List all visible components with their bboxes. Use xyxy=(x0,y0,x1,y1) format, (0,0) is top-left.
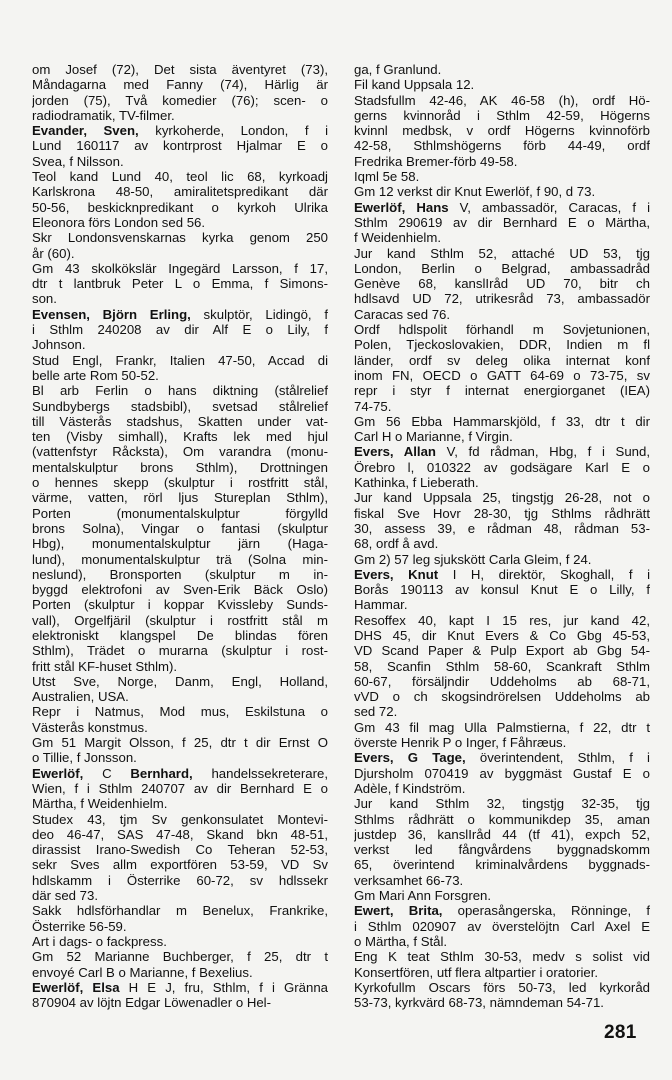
entry-name: Ewerlöf, Hans xyxy=(354,199,449,215)
entry-heading-line xyxy=(354,903,650,918)
line-text: o Tillie, f Jonsson. xyxy=(32,750,137,766)
text-line xyxy=(32,552,328,567)
line-text: Teol kand Lund 40, teol lic 68, kyrkoadj xyxy=(32,169,328,185)
text-line xyxy=(354,337,650,352)
line-text: brons Solna), Vingar o fantasi (skulptur xyxy=(32,520,328,536)
entry-heading-line xyxy=(354,200,650,215)
line-text: jorden (75), Två komedier (76); scen- o xyxy=(32,92,328,108)
text-line xyxy=(32,812,328,827)
text-line xyxy=(354,873,650,888)
entry-heading-line xyxy=(32,123,328,138)
line-text: 870904 av löjtn Edgar Löwenadler o Hel- xyxy=(32,995,271,1011)
line-text: Konsertfören, utf flera altpartier i oratorier. xyxy=(354,964,599,980)
text-line xyxy=(354,720,650,735)
text-line xyxy=(354,674,650,689)
line-text: Gm 51 Margit Olsson, f 25, dtr t dir Ernst O xyxy=(32,735,328,751)
text-line xyxy=(32,368,328,383)
text-line xyxy=(354,980,650,995)
text-line xyxy=(32,460,328,475)
entry-heading-line xyxy=(354,567,650,582)
text-line xyxy=(354,108,650,123)
line-text: Eleonora förs London sed 56. xyxy=(32,214,206,230)
line-text: värme, vatten, rörl ljus Stureplan Sthlm), xyxy=(32,490,328,506)
text-line xyxy=(32,704,328,719)
line-text: lund), monumentalskulptur trä (Solna min- xyxy=(32,551,328,567)
line-text: 30, assess 39, e rådman 48, rådman 53- xyxy=(354,520,650,536)
line-text: 74-75. xyxy=(354,398,392,414)
line-text: verksamhet 66-73. xyxy=(354,872,464,888)
line-text: Jur kand Sthlm 32, tingstjg 32-35, tjg xyxy=(354,796,650,812)
line-text: elektroniskt klangspel De blindas fören xyxy=(32,627,328,643)
line-text: skulptör, Lidingö, f xyxy=(190,306,328,322)
text-line xyxy=(32,857,328,872)
text-line xyxy=(354,154,650,169)
line-text: Sundbybergs stadsbibl), svetsad stålrelief xyxy=(32,398,328,414)
text-line xyxy=(354,857,650,872)
line-text: inom FN, OECD o GATT 64-69 o 73-75, sv xyxy=(354,367,650,383)
line-text: 50-56, beskicknpredikant o kyrkoh Ulrika xyxy=(32,199,328,215)
line-text: Adèle, f Kindström. xyxy=(354,780,466,796)
left-column xyxy=(32,62,328,1010)
text-line xyxy=(354,704,650,719)
text-line xyxy=(32,536,328,551)
line-text: Gm 12 verkst dir Knut Ewerlöf, f 90, d 73. xyxy=(354,184,596,200)
line-text: f Weidenhielm. xyxy=(354,230,441,246)
text-line xyxy=(354,643,650,658)
line-text: om Josef (72), Det sista äventyret (73), xyxy=(32,62,328,77)
line-text: fiskal Sve Hovr 28-30, tjg Sthlms rådhrätt xyxy=(354,505,650,521)
text-line xyxy=(32,62,328,77)
line-text: son. xyxy=(32,291,57,307)
entry-heading-line xyxy=(354,444,650,459)
text-line xyxy=(354,552,650,567)
text-line xyxy=(32,582,328,597)
text-line xyxy=(32,720,328,735)
text-line xyxy=(32,506,328,521)
line-text: Gm Mari Ann Forsgren. xyxy=(354,888,492,904)
entry-description: handelssekreterare, xyxy=(192,765,328,781)
line-text: där sed 73. xyxy=(32,888,98,904)
text-line xyxy=(354,261,650,276)
text-line xyxy=(354,796,650,811)
text-line xyxy=(32,276,328,291)
text-line xyxy=(354,291,650,306)
line-text: Fredrika Bremer-förb 49-58. xyxy=(354,153,518,169)
line-text: Art i dags- o fackpress. xyxy=(32,933,167,949)
line-text: Måndagarna med Fanny (74), Härlig är xyxy=(32,77,328,93)
line-text: VD Scand Paper & Pulp Export ab Gbg 54- xyxy=(354,643,650,659)
text-line xyxy=(32,735,328,750)
line-text: neslund), Bronsporten (skulptur m in- xyxy=(32,566,328,582)
text-line xyxy=(32,429,328,444)
line-text: dtr t lantbruk Peter L o Emma, f Simons- xyxy=(32,276,328,292)
text-line xyxy=(32,291,328,306)
line-text: Porten (monumentalskulptur förgylld xyxy=(32,505,328,521)
text-line xyxy=(354,812,650,827)
line-text: Gm 43 fil mag Ulla Palmstierna, f 22, dtr t xyxy=(354,719,650,735)
line-text: Örebro l, 010322 av godsägare Karl E o xyxy=(354,459,650,475)
text-line xyxy=(354,123,650,138)
line-text: I H, direktör, Skoghall, f i xyxy=(438,566,650,582)
text-line xyxy=(354,582,650,597)
line-text: o hennes skepp (skulptur i rostfritt stål, xyxy=(32,475,328,491)
line-text: Sthlm 290619 av dir Bernhard E o Märtha, xyxy=(354,214,650,230)
text-line xyxy=(32,521,328,536)
line-text: 60-67, försäljndir Uddeholms ab 68-71, xyxy=(354,673,650,689)
line-text: Lund 160117 av kontrprost Hjalmar E o xyxy=(32,138,328,154)
line-text: Kathinka, f Lieberath. xyxy=(354,475,479,491)
text-line xyxy=(354,827,650,842)
text-line xyxy=(354,628,650,643)
text-line xyxy=(32,77,328,92)
line-text: Svea, f Nilsson. xyxy=(32,153,124,169)
text-line xyxy=(354,368,650,383)
entry-name: Ewerlöf, xyxy=(32,765,103,781)
text-line xyxy=(354,613,650,628)
line-text: Ordf hdlspolit förhandl m Sovjetunionen, xyxy=(354,322,650,338)
line-text: Fil kand Uppsala 12. xyxy=(354,77,475,93)
line-text: Gm 2) 57 leg sjukskött Carla Gleim, f 24. xyxy=(354,551,592,567)
line-text: Bl arb Ferlin o hans diktning (stålrelief xyxy=(32,383,328,399)
line-text: repr i styr f internat energiorganet (IEA) xyxy=(354,383,650,399)
line-text: kyrkoherde, London, f i xyxy=(138,123,328,139)
text-line xyxy=(354,781,650,796)
text-line xyxy=(354,399,650,414)
text-line xyxy=(32,567,328,582)
line-text: London, Berlin o Belgrad, ambassadråd xyxy=(354,260,650,276)
line-text: hdlsavd UD 72, utrikesråd 73, ambassadör xyxy=(354,291,650,307)
entry-name: Evander, Sven, xyxy=(32,123,139,139)
text-line xyxy=(354,766,650,781)
right-column xyxy=(354,62,650,1010)
text-line xyxy=(354,169,650,184)
line-text: 65, överintend kriminalvårdens byggnads- xyxy=(354,857,650,873)
text-line xyxy=(354,919,650,934)
text-line xyxy=(32,490,328,505)
text-line xyxy=(32,169,328,184)
line-text: (vattenfstyr Råcksta), Om varandra (monu- xyxy=(32,444,328,460)
line-text: Gm 52 Marianne Buchberger, f 25, dtr t xyxy=(32,949,328,965)
text-line xyxy=(32,246,328,261)
text-line xyxy=(32,475,328,490)
text-line xyxy=(32,873,328,888)
text-line xyxy=(354,307,650,322)
text-line xyxy=(32,337,328,352)
line-text: Australien, USA. xyxy=(32,689,129,705)
text-line xyxy=(32,261,328,276)
line-text: Porten (skulptur i koppar Kvissleby Sunds- xyxy=(32,597,328,613)
line-text: vall), Orgelfjäril (skulptur i rostfritt stål m xyxy=(32,612,328,628)
text-line xyxy=(354,659,650,674)
line-text: 42-58, Sthlmshögerns förb 44-49, ordf xyxy=(354,138,650,154)
line-text: gerns kvinnoråd i Sthlm 42-59, Högerns xyxy=(354,107,650,123)
text-line xyxy=(354,62,650,77)
text-line xyxy=(354,276,650,291)
text-line xyxy=(32,597,328,612)
line-text: Borås 190113 av konsul Knut E o Lilly, f xyxy=(354,582,650,598)
text-line xyxy=(354,965,650,980)
line-text: 58, Scanfin Sthlm 58-60, Scankraft Sthlm xyxy=(354,658,650,674)
text-line xyxy=(32,689,328,704)
text-line xyxy=(354,949,650,964)
line-text: ten (Visby simhall), Krafts lek med hjul xyxy=(32,429,328,445)
text-line xyxy=(32,643,328,658)
text-line xyxy=(32,230,328,245)
entry-heading-line xyxy=(354,750,650,765)
line-text: Gm 43 skolkökslär Ingegärd Larsson, f 17, xyxy=(32,260,328,276)
entry-name: Ewerlöf, Elsa xyxy=(32,979,120,995)
line-text: länder, ordf sv deleg olika internat konf xyxy=(354,352,650,368)
line-text: Sakk hdlsförhandlar m Benelux, Frankrike, xyxy=(32,903,328,919)
text-line xyxy=(354,521,650,536)
text-line xyxy=(32,353,328,368)
line-text: V, fd rådman, Hbg, f i Sund, xyxy=(436,444,650,460)
text-line xyxy=(354,735,650,750)
line-text: H E J, fru, Sthlm, f i Gränna xyxy=(119,979,328,995)
line-text: Johnson. xyxy=(32,337,86,353)
line-text: till Västerås stadshus, Skatten under vat- xyxy=(32,413,328,429)
line-text: deo 46-47, SAS 47-48, Skand bkn 48-51, xyxy=(32,826,328,842)
line-text: Repr i Natmus, Mod mus, Eskilstuna o xyxy=(32,704,328,720)
text-line xyxy=(354,689,650,704)
text-line xyxy=(354,383,650,398)
entry-heading-line xyxy=(32,980,328,995)
line-text: Sthlm), Trädet o murarna (skulptur i rost- xyxy=(32,643,328,659)
text-line xyxy=(32,138,328,153)
line-text: Resoffex 40, kapt I 15 res, jur kand 42, xyxy=(354,612,650,628)
line-text: överintendent, Sthlm, f i xyxy=(465,750,650,766)
line-text: operasångerska, Rönninge, f xyxy=(442,903,650,919)
line-text: dirassist Irano-Swedish Co Teheran 52-53, xyxy=(32,842,328,858)
line-text: byggd elektrofoni av Sven-Erik Bäck Oslo) xyxy=(32,582,328,598)
line-text: Märtha, f Weidenhielm. xyxy=(32,796,168,812)
text-line xyxy=(354,215,650,230)
text-line xyxy=(32,414,328,429)
text-line xyxy=(32,919,328,934)
line-text: Jur kand Uppsala 25, tingstjg 26-28, not o xyxy=(354,490,650,506)
line-text: radiodramatik, TV-filmer. xyxy=(32,107,175,123)
text-line xyxy=(32,383,328,398)
line-text: sekr Sves allm exportfören 53-59, VD Sv xyxy=(32,857,328,873)
text-line xyxy=(354,888,650,903)
text-line xyxy=(354,138,650,153)
text-line xyxy=(354,460,650,475)
text-line xyxy=(32,903,328,918)
text-line xyxy=(354,414,650,429)
text-line xyxy=(32,628,328,643)
text-line xyxy=(32,796,328,811)
line-text: Skr Londonsvenskarnas kyrka genom 250 xyxy=(32,230,328,246)
line-text: i Sthlm 020907 av överstelöjtn Carl Axel E xyxy=(354,918,650,934)
line-text: Utst Sve, Norge, Danm, Engl, Holland, xyxy=(32,673,328,689)
entry-heading-line xyxy=(32,766,328,781)
line-text: mentalskulptur brons Sthlm), Drottningen xyxy=(32,459,328,475)
line-text: Stadsfullm 42-46, AK 46-58 (h), ordf Hö- xyxy=(354,92,650,108)
text-line xyxy=(354,184,650,199)
line-text: Studex 43, tjm Sv genkonsulatet Montevi- xyxy=(32,811,328,827)
line-text: Gm 56 Ebba Hammarskjöld, f 33, dtr t dir xyxy=(354,413,650,429)
line-text: Jur kand Sthlm 52, attaché UD 53, tjg xyxy=(354,245,650,261)
text-line xyxy=(354,77,650,92)
text-line xyxy=(32,200,328,215)
entry-initial: C xyxy=(102,765,131,781)
text-line xyxy=(354,322,650,337)
line-text: Polen, Tjeckoslovakien, DDR, Indien m fl xyxy=(354,337,650,353)
line-text: Genève 68, kanslIråd UD 70, bitr ch xyxy=(354,276,650,292)
line-text: 53-73, kyrkvärd 68-73, nämndeman 54-71. xyxy=(354,995,604,1011)
text-line xyxy=(354,230,650,245)
text-line xyxy=(32,154,328,169)
line-text: Kyrkofullm Oscars förs 50-73, led kyrkoråd xyxy=(354,979,650,995)
text-line xyxy=(32,781,328,796)
text-line xyxy=(354,842,650,857)
text-line xyxy=(32,215,328,230)
line-text: Iqml 5e 58. xyxy=(354,169,420,185)
line-text: belle arte Rom 50-52. xyxy=(32,367,159,383)
line-text: i Sthlm 240208 av dir Alf E o Lily, f xyxy=(32,322,328,338)
line-text: överste Henrik P o Inger, f Fåhræus. xyxy=(354,735,567,751)
entry-name: Evensen, Björn Erling, xyxy=(32,306,191,322)
entry-name: Ewert, Brita, xyxy=(354,903,443,919)
text-line xyxy=(354,490,650,505)
entry-heading-line xyxy=(32,307,328,322)
page-number: 281 xyxy=(604,1022,637,1043)
line-text: Wien, f i Sthlm 240707 av dir Bernhard E o xyxy=(32,780,328,796)
line-text: ga, f Granlund. xyxy=(354,62,442,77)
line-text: verkst led fångvårdens byggnadskomm xyxy=(354,842,650,858)
text-line xyxy=(32,965,328,980)
text-line xyxy=(354,353,650,368)
line-text: Stud Engl, Frankr, Italien 47-50, Accad di xyxy=(32,352,328,368)
text-line xyxy=(32,827,328,842)
text-line xyxy=(32,949,328,964)
text-line xyxy=(32,659,328,674)
text-line xyxy=(32,322,328,337)
line-text: Caracas sed 76. xyxy=(354,306,451,322)
text-line xyxy=(32,613,328,628)
line-text: Carl H o Marianne, f Virgin. xyxy=(354,429,513,445)
line-text: kvinnl medbsk, v ordf Högerns kvinnoförb xyxy=(354,123,650,139)
text-line xyxy=(32,750,328,765)
line-text: hdlskamm i Österrike 60-72, sv hdlssekr xyxy=(32,872,328,888)
text-line xyxy=(32,184,328,199)
line-text: Hammar. xyxy=(354,597,408,613)
line-text: 68, ordf å avd. xyxy=(354,536,439,552)
line-text: envoyé Carl B o Marianne, f Bexelius. xyxy=(32,964,253,980)
text-line xyxy=(32,842,328,857)
line-text: Djursholm 070419 av byggmäst Gustaf E o xyxy=(354,765,650,781)
text-line xyxy=(354,246,650,261)
text-line xyxy=(32,444,328,459)
entry-first-name: Bernhard, xyxy=(130,765,193,781)
text-line xyxy=(32,674,328,689)
line-text: V, ambassadör, Caracas, f i xyxy=(448,199,650,215)
line-text: Eng K teat Sthlm 30-53, medv s solist vid xyxy=(354,949,650,965)
text-line xyxy=(354,93,650,108)
text-line xyxy=(32,93,328,108)
entry-name: Evers, G Tage, xyxy=(354,750,466,766)
line-text: Sthlms rådhrätt o kommunikdep 35, aman xyxy=(354,811,650,827)
text-line xyxy=(354,475,650,490)
entry-name: Evers, Knut xyxy=(354,566,439,582)
text-line xyxy=(32,399,328,414)
line-text: Västerås konstmus. xyxy=(32,719,148,735)
text-line xyxy=(354,597,650,612)
line-text: vVD o ch skogsindrörelsen Uddeholms ab xyxy=(354,689,650,705)
text-line xyxy=(32,108,328,123)
line-text: Karlskrona 48-50, amiralitetspredikant där xyxy=(32,184,328,200)
text-line xyxy=(354,506,650,521)
text-line xyxy=(354,536,650,551)
line-text: år (60). xyxy=(32,245,75,261)
line-text: DHS 45, dir Knut Evers & Co Gbg 45-53, xyxy=(354,627,650,643)
line-text: Hbg), monumentalskulptur järn (Haga- xyxy=(32,536,328,552)
text-line xyxy=(32,934,328,949)
entry-name: Evers, Allan xyxy=(354,444,436,460)
text-line xyxy=(32,888,328,903)
line-text: fritt stål KF-huset Sthlm). xyxy=(32,658,178,674)
text-line xyxy=(354,934,650,949)
line-text: sed 72. xyxy=(354,704,398,720)
text-line xyxy=(32,995,328,1010)
text-line xyxy=(354,995,650,1010)
text-line xyxy=(354,429,650,444)
line-text: o Märtha, f Stål. xyxy=(354,933,448,949)
line-text: justdep 36, kanslIråd 44 (tf 41), expch 52, xyxy=(354,826,650,842)
line-text: Österrike 56-59. xyxy=(32,918,127,934)
